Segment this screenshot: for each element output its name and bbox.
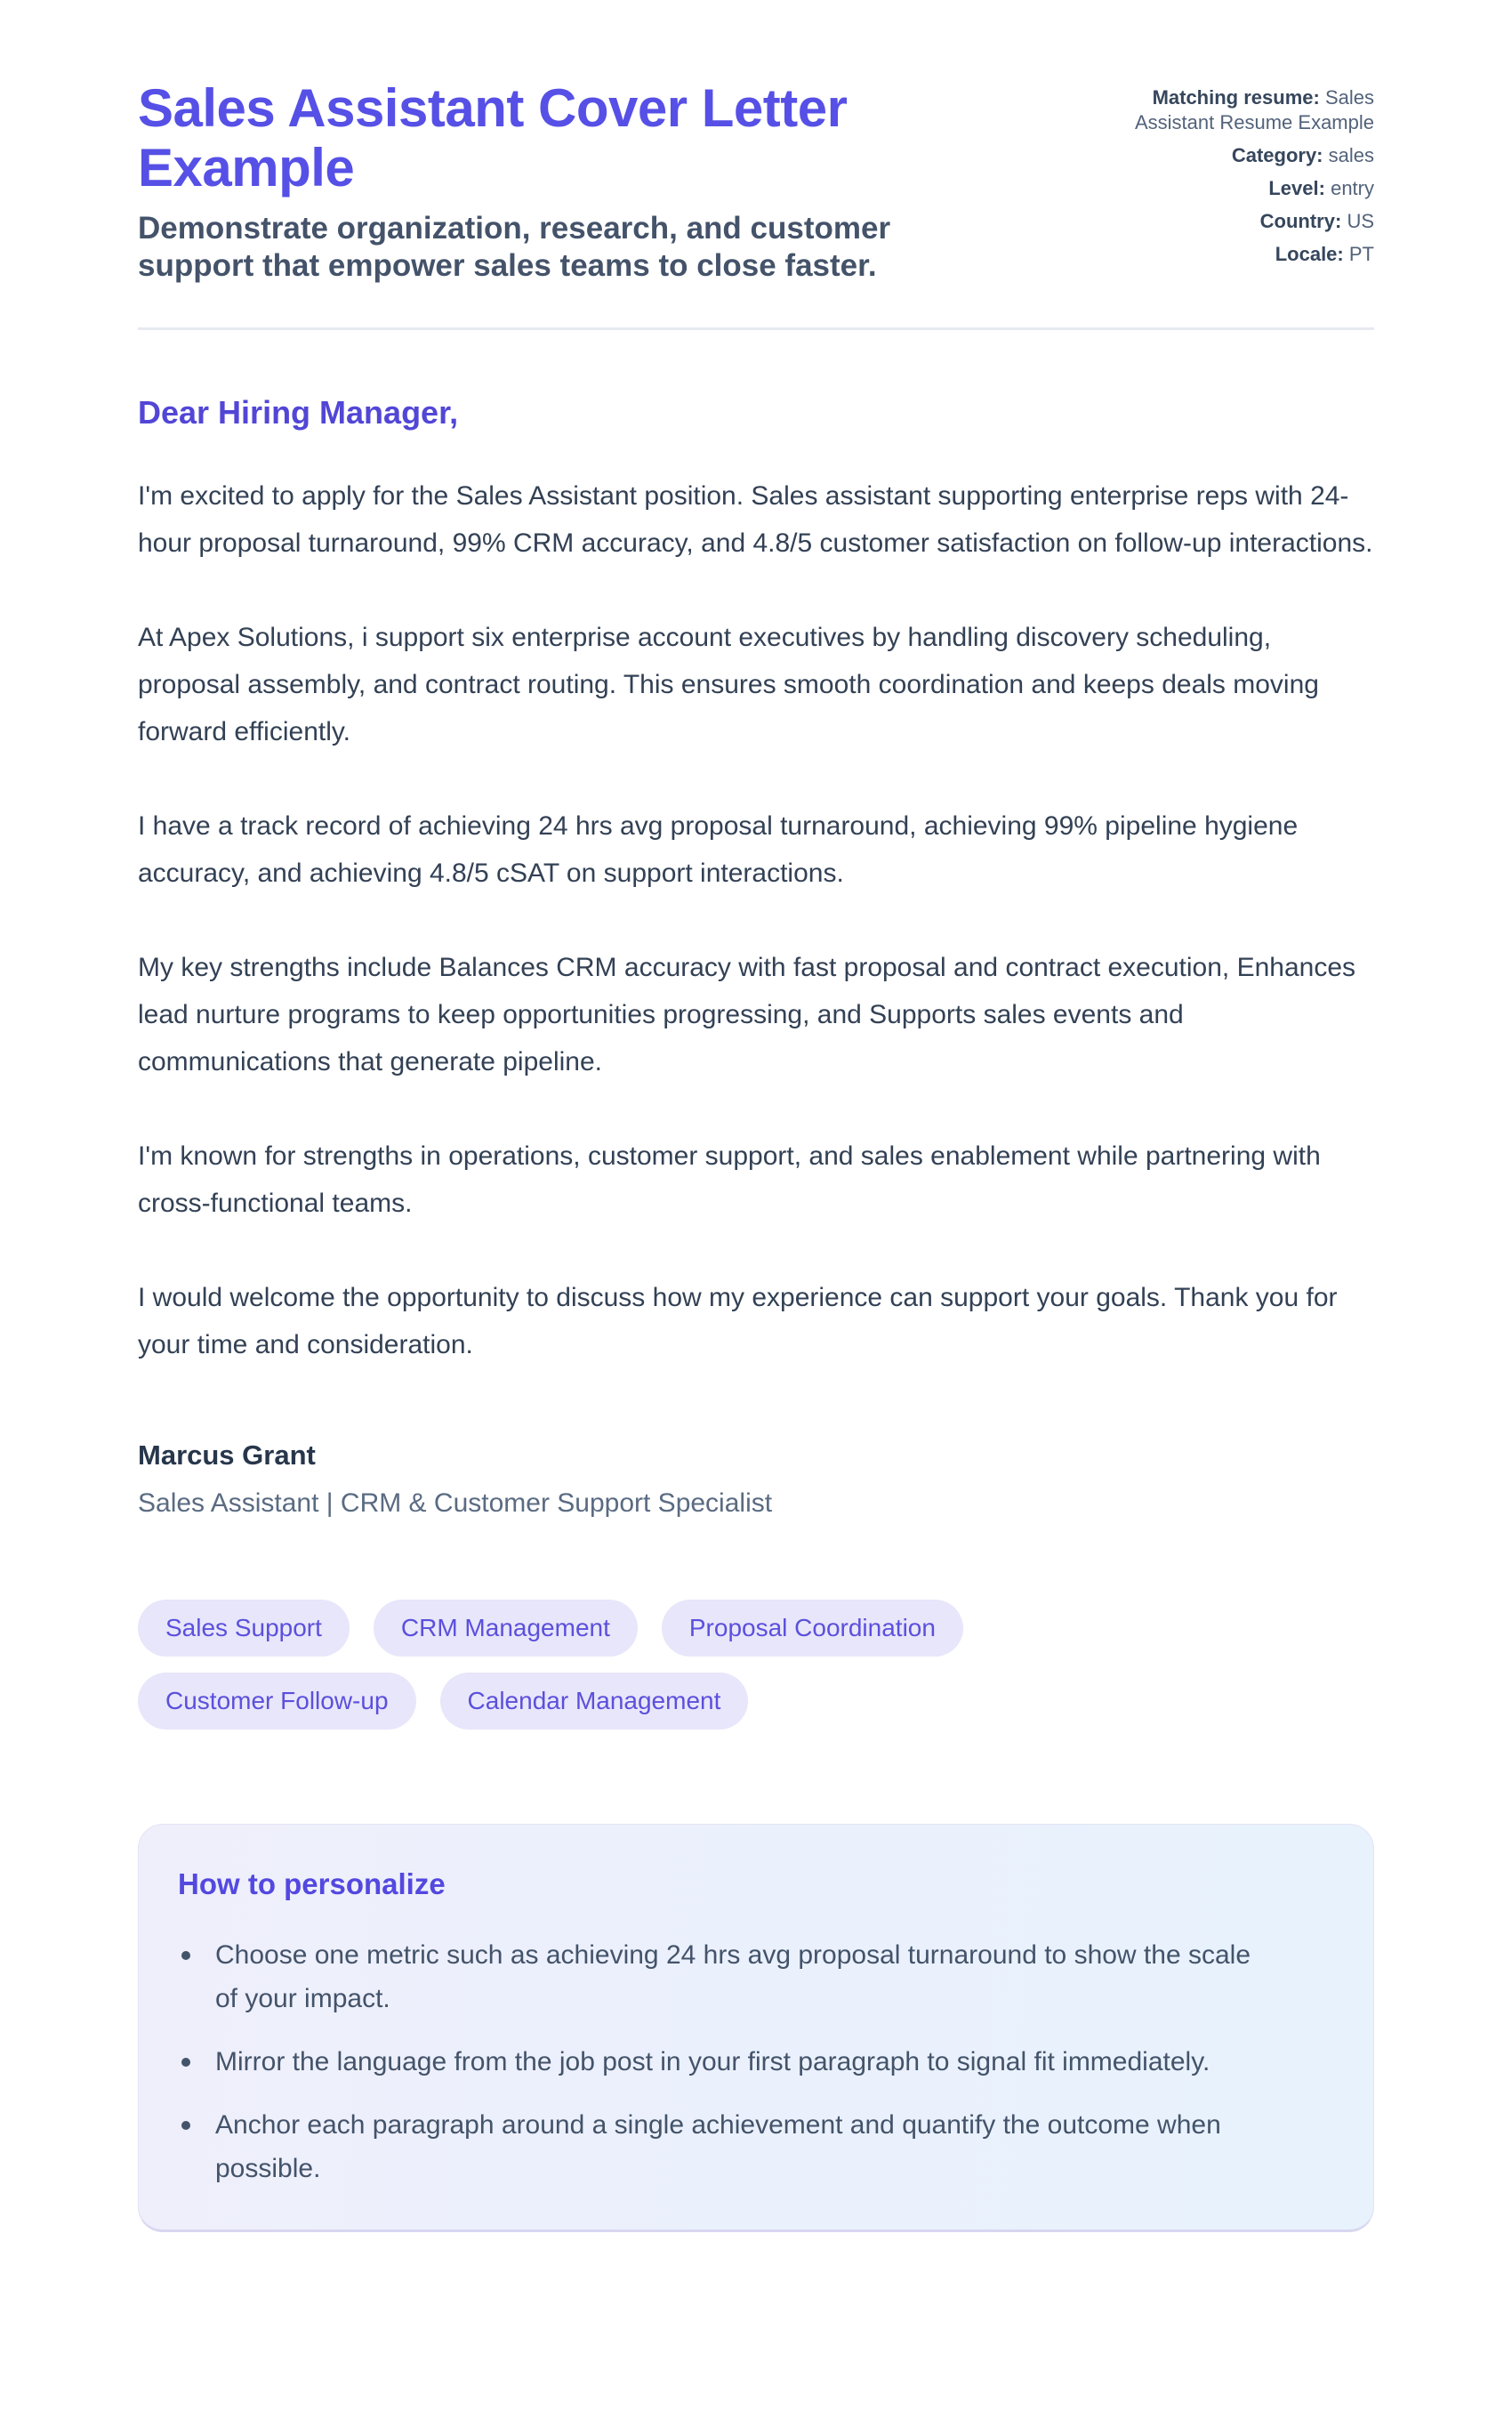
tag-sales-support: Sales Support: [138, 1600, 350, 1657]
letter-body: [138, 472, 1374, 1368]
meta-value: sales: [1328, 144, 1374, 166]
meta-label: Level:: [1268, 177, 1325, 199]
letter-paragraph: I would welcome the opportunity to discuss how my experience can support your goals. Thank you for your time and consideration.: [138, 1283, 1338, 1359]
bottom-spacer: [138, 2232, 1374, 2318]
tag-calendar-management: Calendar Management: [440, 1673, 749, 1730]
meta-item-matching-resume: [1088, 85, 1374, 135]
meta-value: US: [1347, 210, 1374, 232]
header-left: [138, 78, 1027, 285]
meta-label: Matching resume:: [1152, 86, 1320, 109]
page-container: [138, 0, 1374, 2318]
tips-list: [178, 1933, 1331, 2190]
tag-crm-management: CRM Management: [374, 1600, 638, 1657]
tips-title: How to personalize: [178, 1867, 446, 1900]
meta-block: [1088, 78, 1374, 275]
page-subtitle: Demonstrate organization, research, and customer support that empower sales teams to close faster.: [138, 211, 891, 283]
meta-item-country: [1088, 209, 1374, 234]
header: [138, 78, 1374, 285]
tip-item: Choose one metric such as achieving 24 hrs avg proposal turnaround to show the scale of your impact.: [178, 1933, 1272, 2020]
letter-paragraph: I'm known for strengths in operations, customer support, and sales enablement while partnering with cross-functional teams.: [138, 1141, 1321, 1218]
skill-tags: [138, 1600, 1205, 1730]
meta-value: entry: [1331, 177, 1374, 199]
signature-block: [138, 1438, 1374, 1521]
letter-paragraph: I'm excited to apply for the Sales Assistant position. Sales assistant supporting enterprise reps with 24-hour proposal turnaround, 99% CRM accuracy, and 4.8/5 customer satisfaction on follow-up interactions.: [138, 481, 1373, 558]
tip-item: Mirror the language from the job post in your first paragraph to signal fit immediately.: [178, 2040, 1272, 2084]
letter-paragraph: I have a track record of achieving 24 hrs avg proposal turnaround, achieving 99% pipeline hygiene accuracy, and achieving 4.8/5 cSAT on support interactions.: [138, 811, 1299, 888]
tip-item: Anchor each paragraph around a single achievement and quantify the outcome when possible.: [178, 2103, 1272, 2190]
meta-item-category: [1088, 143, 1374, 168]
signature-role: Sales Assistant | CRM & Customer Support Specialist: [138, 1488, 773, 1518]
meta-item-level: [1088, 176, 1374, 201]
signature-name: Marcus Grant: [138, 1439, 316, 1471]
meta-label: Locale:: [1275, 243, 1344, 265]
meta-value: PT: [1348, 243, 1374, 265]
letter-salutation: Dear Hiring Manager,: [138, 394, 459, 431]
personalize-tips-box: [138, 1824, 1374, 2232]
meta-label: Category:: [1231, 144, 1323, 166]
tag-customer-follow-up: Customer Follow-up: [138, 1673, 416, 1730]
meta-label: Country:: [1259, 210, 1342, 232]
page-title: Sales Assistant Cover Letter Example: [138, 78, 848, 198]
letter-paragraph: At Apex Solutions, i support six enterprise account executives by handling discovery scheduling, proposal assembly, and contract routing. This ensures smooth coordination and keeps deals moving forward efficiently.: [138, 623, 1319, 746]
header-divider: [138, 327, 1374, 330]
tag-proposal-coordination: Proposal Coordination: [662, 1600, 963, 1657]
meta-item-locale: [1088, 242, 1374, 267]
letter-paragraph: My key strengths include Balances CRM accuracy with fast proposal and contract execution, Enhances lead nurture programs to keep opportunities progressing, and Supports sales events and communications that generate pipeline.: [138, 953, 1356, 1076]
meta-value: Sales Assistant Resume Example: [1135, 86, 1374, 133]
